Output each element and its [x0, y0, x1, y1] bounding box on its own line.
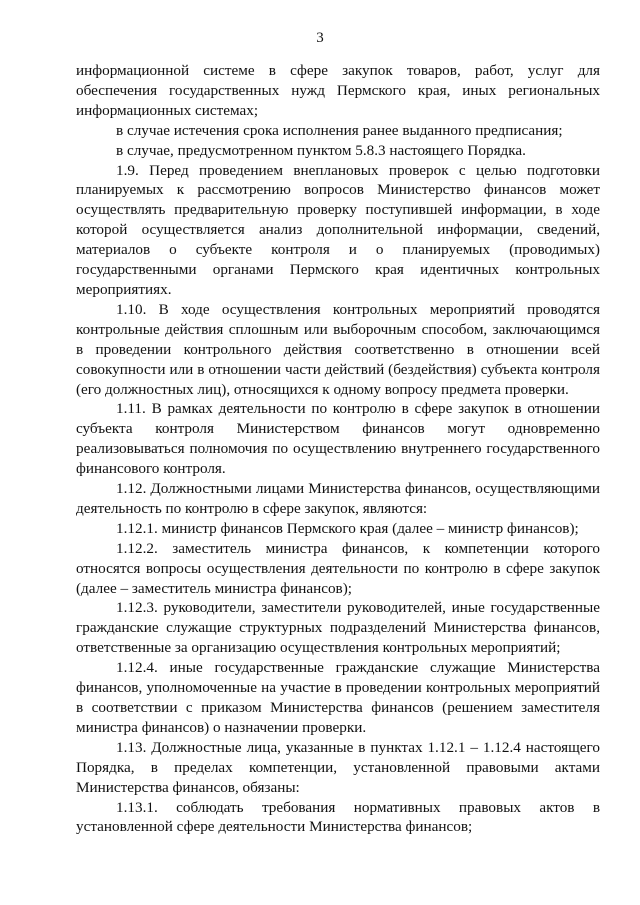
paragraph: 1.12.2. заместитель министра финансов, к компетенции которого относятся вопросы осуществления деятельности по контролю в сфере закупок (далее – заместитель министра финансов);: [76, 539, 600, 597]
paragraph: 1.9. Перед проведением внеплановых проверок с целью подготовки планируемых к рассмотрению вопросов Министерство финансов может осуществлять предварительную проверку поступившей информации, в ходе которой осуществляется анализ дополнительной информации, сведений, материалов о субъекте контроля и о планируемых (проводимых) государственными органами Пермского края идентичных контрольных мероприятиях.: [76, 161, 600, 298]
paragraph: в случае, предусмотренном пунктом 5.8.3 настоящего Порядка.: [116, 141, 526, 159]
paragraph: в случае истечения срока исполнения ранее выданного предписания;: [116, 121, 563, 139]
page-number: 3: [316, 30, 324, 46]
paragraph: 1.12. Должностными лицами Министерства финансов, осуществляющими деятельность по контролю в сфере закупок, являются:: [76, 480, 600, 517]
paragraph: 1.13. Должностные лица, указанные в пунктах 1.12.1 – 1.12.4 настоящего Порядка, в пределах компетенции, установленной правовыми актами Министерства финансов, обязаны:: [76, 738, 600, 796]
paragraph: 1.12.4. иные государственные гражданские служащие Министерства финансов, уполномоченные на участие в проведении контрольных мероприятий в соответствии с приказом Министерства финансов (решением заместителя министра финансов) о назначении проверки.: [76, 659, 600, 736]
paragraph: 1.12.1. министр финансов Пермского края (далее – министр финансов);: [116, 519, 579, 537]
paragraph: информационной системе в сфере закупок товаров, работ, услуг для обеспечения государственных нужд Пермского края, иных региональных информационных системах;: [76, 62, 600, 119]
document-body: [76, 61, 600, 837]
paragraph: 1.11. В рамках деятельности по контролю в сфере закупок в отношении субъекта контроля Министерством финансов могут одновременно реализовываться полномочия по осуществлению внутреннего государственного финансового контроля.: [76, 400, 600, 478]
paragraph: 1.12.3. руководители, заместители руководителей, иные государственные гражданские служащие структурных подразделений Министерства финансов, ответственные за организацию осуществления контрольных мероприятий;: [76, 599, 600, 657]
paragraph: 1.10. В ходе осуществления контрольных мероприятий проводятся контрольные действия сплошным или выборочным способом, заключающимся в проведении контрольного действия соответственно в отношении всей совокупности или в отношении части действий (бездействия) субъекта контроля (его должностных лиц), относящихся к одному вопросу предмета проверки.: [76, 300, 600, 398]
paragraph: 1.13.1. соблюдать требования нормативных правовых актов в установленной сфере деятельности Министерства финансов;: [76, 798, 600, 836]
